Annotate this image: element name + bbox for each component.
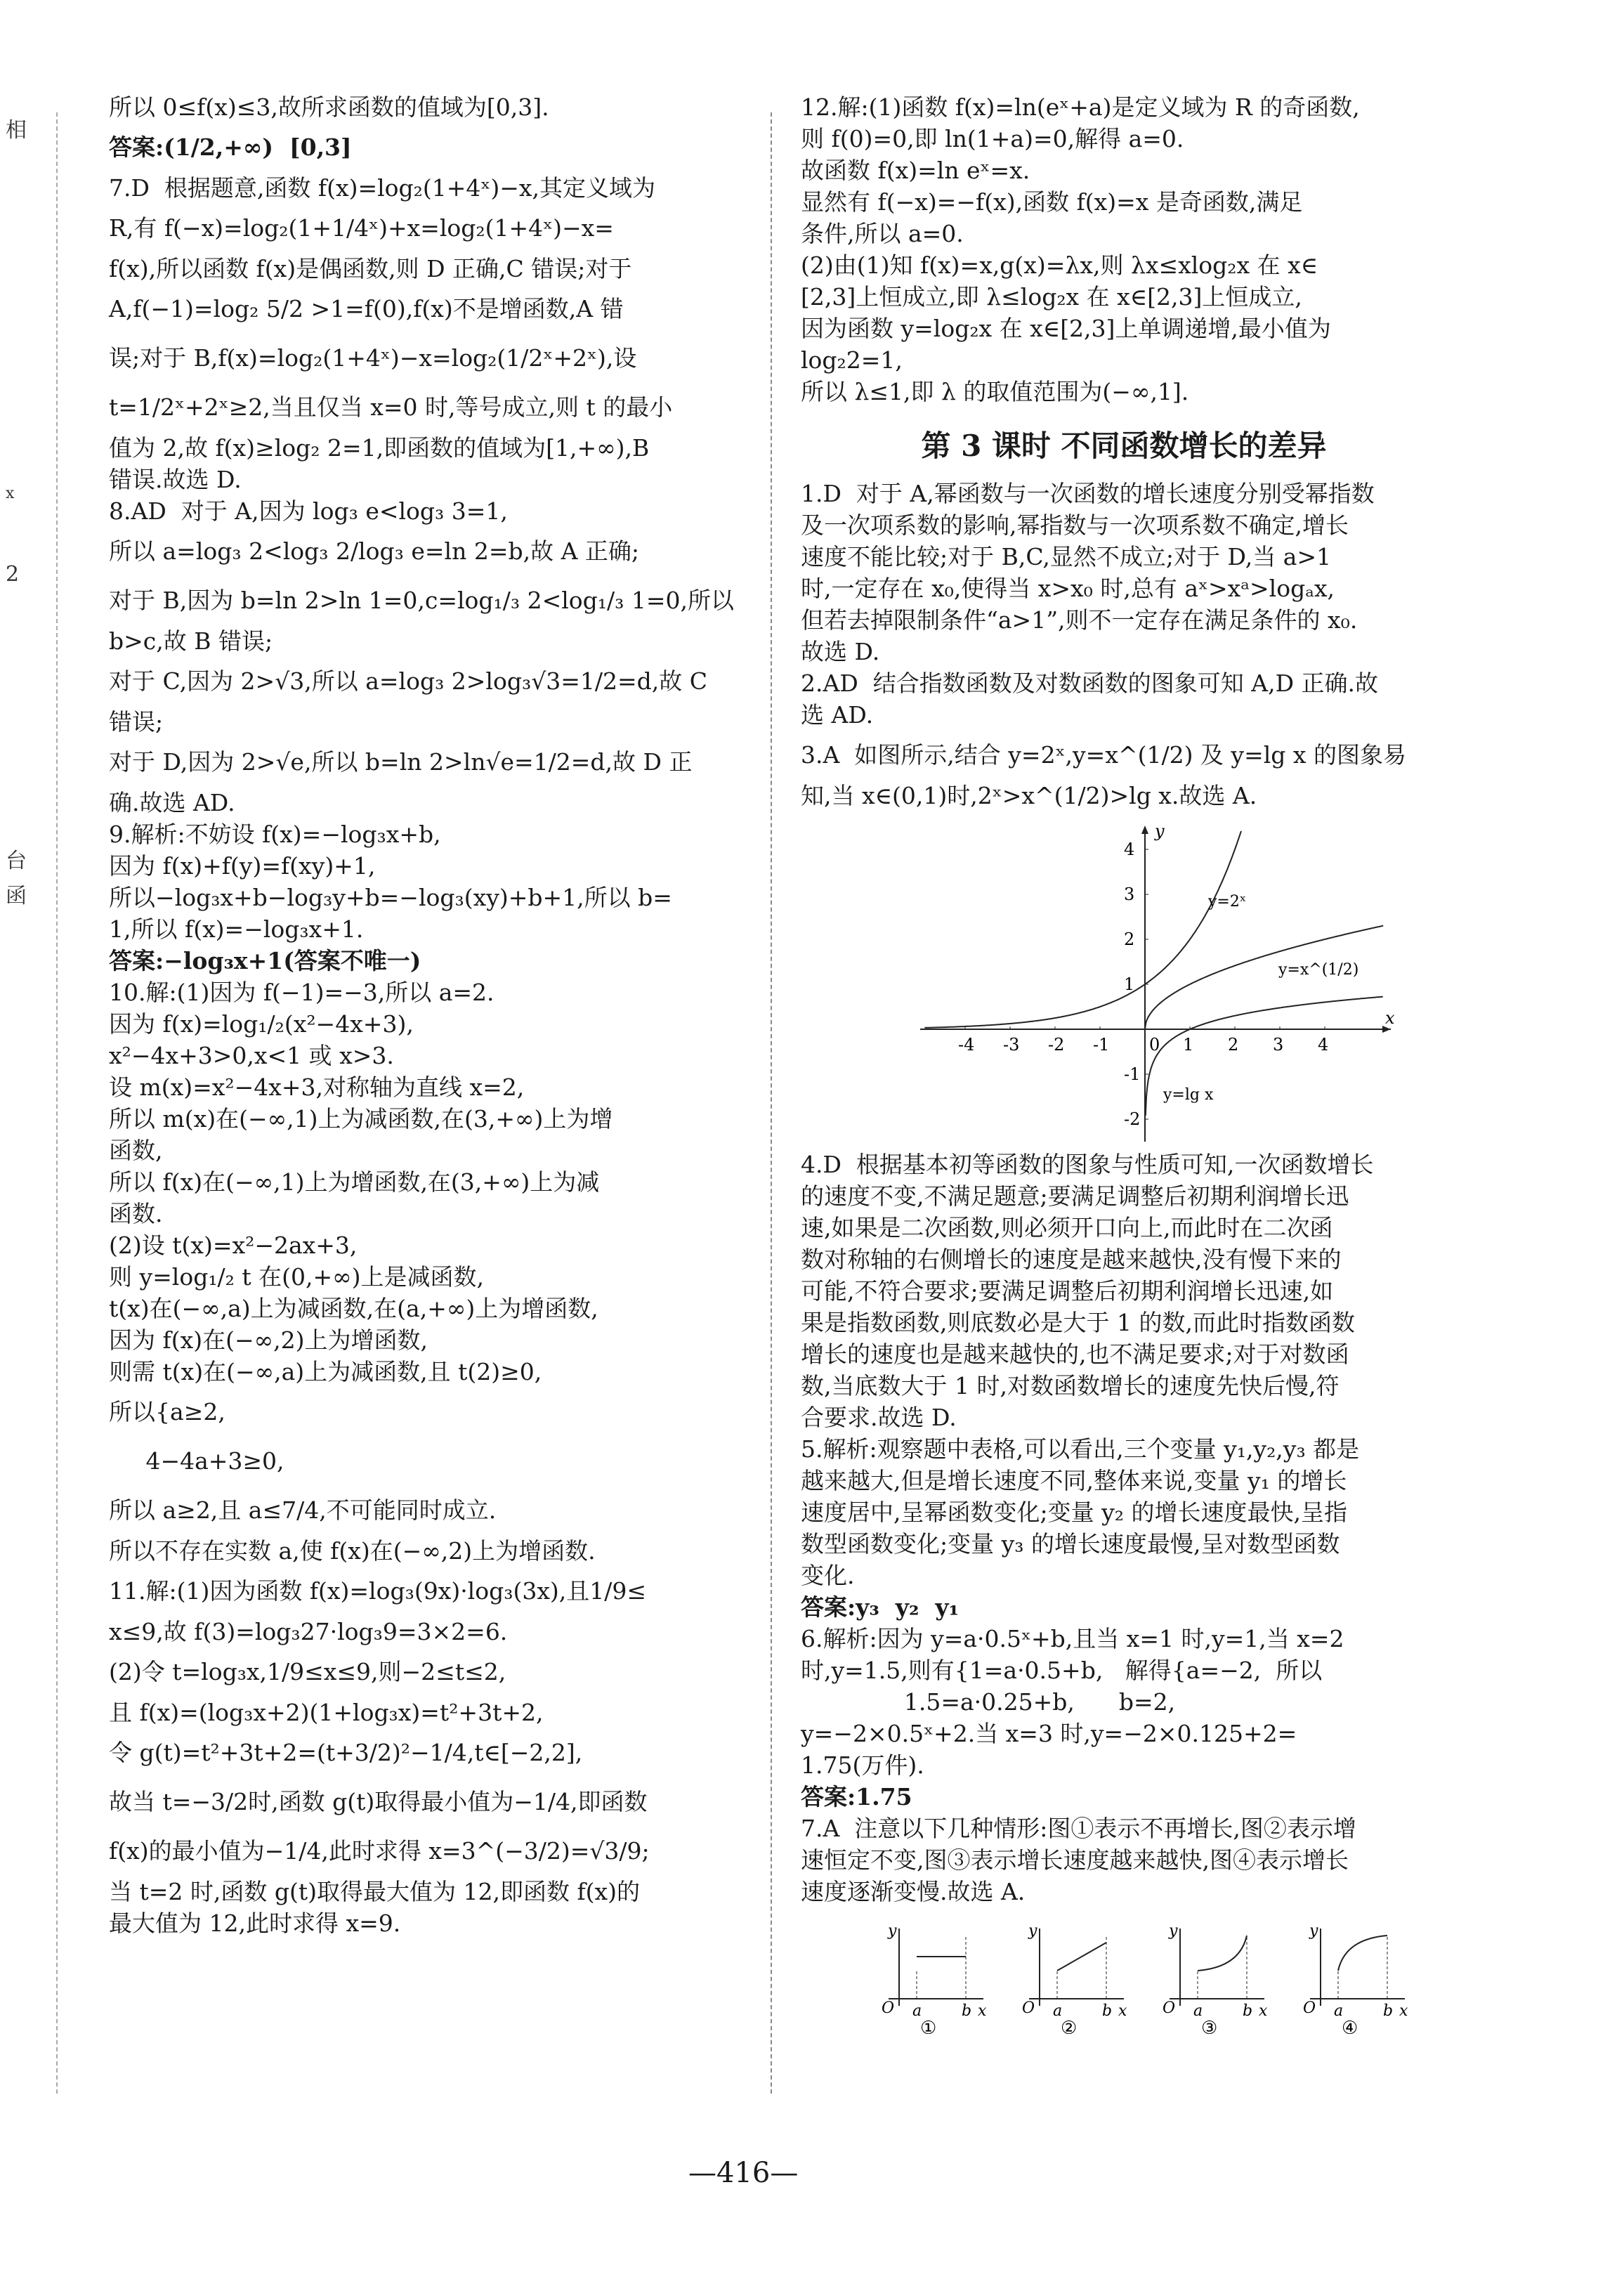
text-line: f(x)的最小值为−1/4,此时求得 x=3^(−3/2)=√3/9;: [109, 1837, 650, 1865]
text-line: 故选 D.: [801, 638, 880, 665]
text-line: 错误;: [109, 708, 164, 736]
mini-b: b: [1243, 2002, 1253, 2020]
mini-x: x: [978, 2002, 987, 2020]
text-line: 所以{a≥2,: [109, 1398, 225, 1425]
text-line: 设 m(x)=x²−4x+3,对称轴为直线 x=2,: [109, 1074, 525, 1101]
text-line: 显然有 f(−x)=−f(x),函数 f(x)=x 是奇函数,满足: [801, 188, 1303, 216]
text-line: 选 AD.: [801, 701, 874, 729]
column-divider: [771, 112, 772, 2094]
text-line: 可能,不符合要求;要满足调整后初期利润增长迅速,如: [801, 1277, 1334, 1305]
text-line: 对于 C,因为 2>√3,所以 a=log₃ 2>log₃√3=1/2=d,故 C: [109, 667, 707, 695]
text-line: 8.AD 对于 A,因为 log₃ e<log₃ 3=1,: [109, 497, 508, 525]
answer-line: 答案:1.75: [801, 1783, 912, 1810]
y-tick-label: 3: [1124, 885, 1135, 904]
text-line: 且 f(x)=(log₃x+2)(1+log₃x)=t²+3t+2,: [109, 1699, 544, 1726]
text-line: log₂2=1,: [801, 346, 903, 374]
text-line: y=−2×0.5ˣ+2.当 x=3 时,y=−2×0.125+2=: [801, 1720, 1297, 1747]
text-line: 则需 t(x)在(−∞,a)上为减函数,且 t(2)≥0,: [109, 1358, 542, 1385]
text-line: 4−4a+3≥0,: [109, 1447, 284, 1475]
curve-exp: [924, 831, 1241, 1028]
section-title: 第 3 课时 不同函数增长的差异: [921, 429, 1327, 463]
text-line: 7.A 注意以下几种情形:图①表示不再增长,图②表示增: [801, 1815, 1356, 1842]
x-tick-label: 0: [1149, 1035, 1160, 1055]
text-line: 速度居中,呈幂函数变化;变量 y₂ 的增长速度最快,呈指: [801, 1499, 1347, 1526]
text-line: 的速度不变,不满足题意;要满足调整后初期利润增长迅: [801, 1182, 1349, 1210]
right-column: [801, 91, 1447, 2034]
text-line: 对于 D,因为 2>√e,所以 b=ln 2>ln√e=1/2=d,故 D 正: [109, 748, 693, 776]
text-line: 1.5=a·0.25+b, b=2,: [801, 1688, 1176, 1716]
text-line: 但若去掉限制条件“a>1”,则不一定存在满足条件的 x₀.: [801, 606, 1358, 634]
text-line: 合要求.故选 D.: [801, 1404, 957, 1431]
text-line: 速度逐渐变慢.故选 A.: [801, 1878, 1026, 1905]
text-line: 所以 f(x)在(−∞,1)上为增函数,在(3,+∞)上为减: [109, 1168, 600, 1196]
text-line: 时,一定存在 x₀,使得当 x>x₀ 时,总有 aˣ>xᵃ>logₐx,: [801, 575, 1335, 602]
text-line: 及一次项系数的影响,幂指数与一次项系数不确定,增长: [801, 511, 1349, 539]
margin-dash-line: [56, 112, 58, 2094]
text-line: 3.A 如图所示,结合 y=2ˣ,y=x^(1/2) 及 y=lg x 的图象易: [801, 741, 1406, 769]
text-line: 越来越大,但是增长速度不同,整体来说,变量 y₁ 的增长: [801, 1467, 1347, 1494]
text-line: [2,3]上恒成立,即 λ≤log₂x 在 x∈[2,3]上恒成立,: [801, 283, 1302, 311]
text-line: 因为函数 y=log₂x 在 x∈[2,3]上单调递增,最小值为: [801, 315, 1331, 342]
answer-line: 答案:−log₃x+1(答案不唯一): [109, 947, 421, 974]
mini-y: y: [1169, 1922, 1178, 1940]
mini-b: b: [1102, 2002, 1113, 2020]
mini-y: y: [1309, 1922, 1318, 1940]
text-line: 故当 t=−3/2时,函数 g(t)取得最小值为−1/4,即函数: [109, 1788, 648, 1815]
text-line: 数,当底数大于 1 时,对数函数增长的速度先快后慢,符: [801, 1372, 1340, 1399]
mini-b: b: [1383, 2002, 1394, 2020]
y-tick-label: 2: [1124, 929, 1135, 949]
text-line: 所以 a≥2,且 a≤7/4,不可能同时成立.: [109, 1496, 497, 1524]
text-line: f(x),所以函数 f(x)是偶函数,则 D 正确,C 错误;对于: [109, 255, 632, 282]
text-line: 因为 f(x)+f(y)=f(xy)+1,: [109, 852, 376, 880]
text-line: 故函数 f(x)=ln eˣ=x.: [801, 157, 1030, 184]
margin-char: 函: [6, 884, 27, 908]
mini-x: x: [1118, 2002, 1127, 2020]
text-line: x²−4x+3>0,x<1 或 x>3.: [109, 1042, 394, 1069]
text-line: 确.故选 AD.: [109, 789, 235, 816]
text-line: 2.AD 结合指数函数及对数函数的图象可知 A,D 正确.故: [801, 670, 1379, 697]
text-line: 知,当 x∈(0,1)时,2ˣ>x^(1/2)>lg x.故选 A.: [801, 782, 1257, 809]
text-line: 值为 2,故 f(x)≥log₂ 2=1,即函数的值域为[1,+∞),B: [109, 434, 650, 462]
text-line: 果是指数函数,则底数必是大于 1 的数,而此时指数函数: [801, 1309, 1355, 1336]
x-tick-label: -1: [1093, 1035, 1110, 1055]
margin-char: 相: [6, 118, 27, 143]
text-line: 速恒定不变,图③表示增长速度越来越快,图④表示增长: [801, 1846, 1349, 1874]
text-line: (2)令 t=log₃x,1/9≤x≤9,则−2≤t≤2,: [109, 1658, 506, 1685]
mini-x: x: [1399, 2002, 1408, 2020]
mini-origin: O: [1303, 1999, 1316, 2017]
mini-a: a: [1334, 2002, 1344, 2020]
text-line: 7.D 根据题意,函数 f(x)=log₂(1+4ˣ)−x,其定义域为: [109, 174, 656, 202]
text-line: 所以不存在实数 a,使 f(x)在(−∞,2)上为增函数.: [109, 1537, 596, 1565]
mini-origin: O: [1022, 1999, 1035, 2017]
mini-origin: O: [882, 1999, 895, 2017]
mini-origin: O: [1163, 1999, 1176, 2017]
mini-graphs: [864, 1914, 1440, 2034]
text-line: R,有 f(−x)=log₂(1+1/4ˣ)+x=log₂(1+4ˣ)−x=: [109, 214, 614, 242]
x-tick-label: -2: [1048, 1035, 1065, 1055]
text-line: 速度不能比较;对于 B,C,显然不成立;对于 D,当 a>1: [801, 543, 1332, 570]
text-line: 数对称轴的右侧增长的速度是越来越快,没有慢下来的: [801, 1246, 1342, 1273]
text-line: 所以−log₃x+b−log₃y+b=−log₃(xy)+b+1,所以 b=: [109, 884, 672, 911]
y-tick-label: 1: [1124, 974, 1135, 994]
x-tick-label: 1: [1183, 1035, 1194, 1055]
text-line: 6.解析:因为 y=a·0.5ˣ+b,且当 x=1 时,y=1,当 x=2: [801, 1625, 1344, 1652]
text-line: 速,如果是二次函数,则必须开口向上,而此时在二次函: [801, 1214, 1333, 1241]
text-line: 时,y=1.5,则有{1=a·0.5+b, 解得{a=−2, 所以: [801, 1657, 1323, 1684]
mini-caption: ④: [1342, 2018, 1358, 2034]
text-line: 数型函数变化;变量 y₃ 的增长速度最慢,呈对数型函数: [801, 1530, 1340, 1558]
mini-curve: [1057, 1943, 1106, 1971]
mini-caption: ③: [1201, 2018, 1218, 2034]
page-number: —416—: [688, 2157, 799, 2189]
left-column: [109, 91, 735, 1939]
text-line: 4.D 根据基本初等函数的图象与性质可知,一次函数增长: [801, 1151, 1374, 1178]
mini-b: b: [962, 2002, 972, 2020]
answer-line: 答案:(1/2,+∞) [0,3]: [109, 133, 352, 161]
mini-a: a: [1053, 2002, 1063, 2020]
y-axis-label: y: [1155, 821, 1165, 841]
text-line: 11.解:(1)因为函数 f(x)=log₃(9x)·log₃(3x),且1/9≤: [109, 1577, 647, 1605]
text-line: 对于 B,因为 b=ln 2>ln 1=0,c=log₁/₃ 2<log₁/₃ 1=0,所以: [109, 587, 735, 614]
text-line: 当 t=2 时,函数 g(t)取得最大值为 12,即函数 f(x)的: [109, 1878, 641, 1905]
answer-line: 答案:y₃ y₂ y₁: [801, 1593, 960, 1621]
text-line: A,f(−1)=log₂ 5/2 >1=f(0),f(x)不是增函数,A 错: [109, 295, 624, 322]
mini-a: a: [1193, 2002, 1203, 2020]
label-log: y=lg x: [1163, 1086, 1214, 1104]
text-line: 10.解:(1)因为 f(−1)=−3,所以 a=2.: [109, 979, 495, 1006]
mini-y: y: [1028, 1922, 1037, 1940]
text-line: 所以 a=log₃ 2<log₃ 2/log₃ e=ln 2=b,故 A 正确;: [109, 537, 640, 565]
text-line: 增长的速度也是越来越快的,也不满足要求;对于对数函: [801, 1340, 1349, 1368]
text-line: 则 y=log₁/₂ t 在(0,+∞)上是减函数,: [109, 1263, 485, 1291]
margin-char: x: [6, 485, 15, 502]
text-line: 函数,: [109, 1137, 163, 1164]
mini-curve: [1338, 1936, 1387, 1971]
text-line: 变化.: [801, 1562, 855, 1589]
text-line: t=1/2ˣ+2ˣ≥2,当且仅当 x=0 时,等号成立,则 t 的最小: [109, 393, 673, 421]
text-line: 所以 0≤f(x)≤3,故所求函数的值域为[0,3].: [109, 93, 549, 121]
x-tick-label: -3: [1003, 1035, 1020, 1055]
mini-curve: [1198, 1936, 1247, 1971]
text-line: b>c,故 B 错误;: [109, 627, 273, 655]
text-line: 所以 m(x)在(−∞,1)上为减函数,在(3,+∞)上为增: [109, 1105, 613, 1133]
label-exp: y=2ˣ: [1208, 893, 1247, 911]
function-graph: [913, 818, 1405, 1149]
mini-y: y: [888, 1922, 897, 1940]
text-line: 条件,所以 a=0.: [801, 220, 964, 247]
text-line: 则 f(0)=0,即 ln(1+a)=0,解得 a=0.: [801, 125, 1184, 152]
text-line: 因为 f(x)=log₁/₂(x²−4x+3),: [109, 1010, 414, 1038]
text-line: 错误.故选 D.: [109, 466, 242, 493]
text-line: 12.解:(1)函数 f(x)=ln(eˣ+a)是定义域为 R 的奇函数,: [801, 93, 1360, 121]
text-line: 最大值为 12,此时求得 x=9.: [109, 1910, 401, 1937]
x-tick-label: 4: [1318, 1035, 1329, 1055]
y-axis-arrow: [1141, 825, 1148, 834]
mini-caption: ②: [1061, 2018, 1078, 2034]
x-tick-label: 2: [1228, 1035, 1239, 1055]
x-tick-label: 3: [1273, 1035, 1284, 1055]
mini-x: x: [1259, 2002, 1268, 2020]
y-tick-label: -1: [1124, 1064, 1141, 1084]
mini-caption: ①: [920, 2018, 937, 2034]
label-sqrt: y=x^(1/2): [1278, 961, 1359, 979]
text-line: 1.D 对于 A,幂函数与一次函数的增长速度分别受幂指数: [801, 480, 1375, 507]
text-line: 因为 f(x)在(−∞,2)上为增函数,: [109, 1326, 428, 1354]
mini-a: a: [912, 2002, 922, 2020]
text-line: 1,所以 f(x)=−log₃x+1.: [109, 915, 364, 943]
text-line: (2)设 t(x)=x²−2ax+3,: [109, 1232, 358, 1259]
text-line: 1.75(万件).: [801, 1751, 924, 1779]
x-tick-label: -4: [958, 1035, 975, 1055]
text-line: 误;对于 B,f(x)=log₂(1+4ˣ)−x=log₂(1/2ˣ+2ˣ),设: [109, 344, 637, 372]
text-line: (2)由(1)知 f(x)=x,g(x)=λx,则 λx≤xlog₂x 在 x∈: [801, 252, 1318, 279]
text-line: 9.解析:不妨设 f(x)=−log₃x+b,: [109, 821, 441, 848]
y-tick-label: 4: [1124, 840, 1135, 859]
text-line: t(x)在(−∞,a)上为减函数,在(a,+∞)上为增函数,: [109, 1295, 598, 1322]
margin-char: 台: [6, 849, 27, 873]
margin-char: 2: [6, 562, 20, 587]
y-tick-label: -2: [1124, 1109, 1141, 1129]
text-line: x≤9,故 f(3)=log₃27·log₃9=3×2=6.: [109, 1618, 508, 1645]
text-line: 5.解析:观察题中表格,可以看出,三个变量 y₁,y₂,y₃ 都是: [801, 1435, 1360, 1463]
text-line: 令 g(t)=t²+3t+2=(t+3/2)²−1/4,t∈[−2,2],: [109, 1739, 583, 1766]
text-line: 函数.: [109, 1200, 163, 1227]
x-axis-label: x: [1385, 1008, 1395, 1028]
text-line: 所以 λ≤1,即 λ 的取值范围为(−∞,1].: [801, 378, 1189, 405]
